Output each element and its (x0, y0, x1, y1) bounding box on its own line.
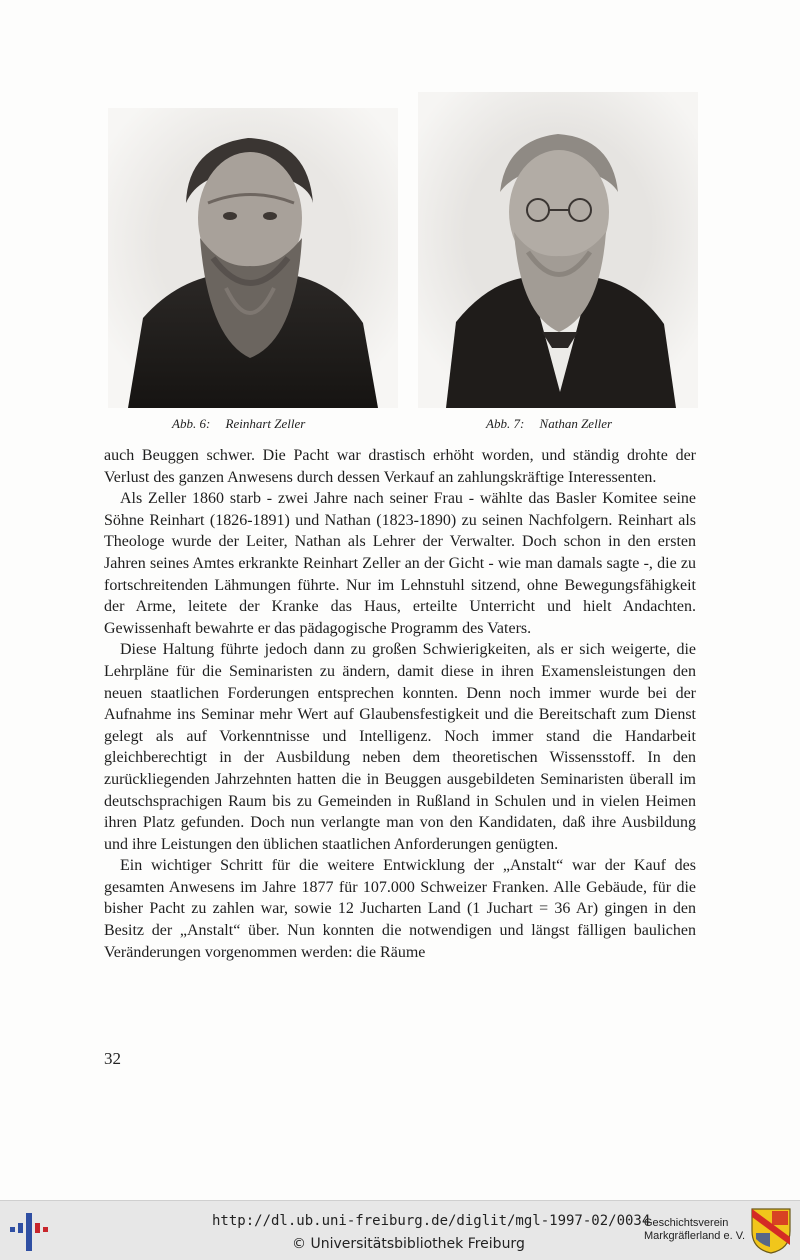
paragraph: Ein wichtiger Schritt für die weitere Entwicklung der „Anstalt“ war der Kauf des gesamten Anwesens im Jahre 1877 für 107.000 Schweizer Franken. Alle Gebäude, für die bisher Pacht zu zahlen war, sowie 12 Jucharten Land (1 Juchart = 36 Ar) gingen in den Besitz der „Anstalt“ über. Nun konnten die notwendigen und längst fälligen baulichen Veränderungen vorgenommen werden: die Räume (104, 857, 696, 961)
footer-bar (0, 1200, 800, 1260)
body-text (104, 445, 696, 963)
society-name-line: Geschichtsverein (644, 1217, 729, 1229)
figure-caption-6 (172, 416, 305, 432)
page-number: 32 (104, 1049, 121, 1068)
document-url-link[interactable]: http://dl.ub.uni-freiburg.de/diglit/mgl-1997-02/0034 (212, 1213, 651, 1229)
copyright-notice: © Universitätsbibliothek Freiburg (292, 1236, 525, 1252)
figure-caption-7 (486, 416, 612, 432)
ub-freiburg-logo-icon[interactable] (8, 1209, 50, 1253)
figure-caption-text: Reinhart Zeller (225, 416, 306, 431)
portrait-nathan-zeller (418, 92, 698, 408)
paragraph: Als Zeller 1860 starb - zwei Jahre nach seiner Frau - wählte das Basler Komitee seine Söhne Reinhart (1826-1891) und Nathan (1823-1890) zu seinen Nachfolgern. Reinhart als Theologe wurde der Leiter, Nathan als Lehrer der Verwalter. Doch schon in den ersten Jahren seines Amtes erkrankte Reinhart Zeller an der Gicht - wie man damals sagte -, die zu fortschreitenden Lähmungen führte. Nur im Lehnstuhl sitzend, ohne Bewegungsfähigkeit der Arme, leitete der Kranke das Haus, erteilte Unterricht und hielt Andachten. Gewissenhaft bewahrte er das pädagogische Programm des Vaters. (104, 490, 696, 637)
coat-of-arms-icon[interactable] (750, 1207, 792, 1255)
figure-number: Abb. 6: (172, 416, 211, 431)
paragraph: Diese Haltung führte jedoch dann zu großen Schwierigkeiten, als er sich weigerte, die Lehrpläne für die Seminaristen zu ändern, damit diese in ihren Examensleistungen den neuen staatlichen Forderungen entsprechen konnten. Denn noch immer wurde bei der Aufnahme ins Seminar mehr Wert auf Glaubensfestigkeit und die Bereitschaft zum Dienst gelegt als auf Vorkenntnisse und Intelligenz. Noch immer stand die Handarbeit gleichberechtigt in der Ausbildung neben dem theoretischen Wissensstoff. In den zurückliegenden Jahrzehnten hatten die in Beuggen ausgebildeten Seminaristen überall im deutschsprachigen Raum bis zu Gemeinden in Rußland in Schulen und in vielen Heimen ihren Platz gefunden. Doch nun verlangte man von den Kandidaten, daß ihre Ausbildung und ihre Leistungen den üblichen staatlichen Anforderungen genügten. (104, 641, 696, 853)
portrait-reinhart-zeller (108, 108, 398, 408)
figure-caption-text: Nathan Zeller (539, 416, 613, 431)
figure-number: Abb. 7: (486, 416, 525, 431)
society-name (644, 1217, 745, 1243)
paragraph: auch Beuggen schwer. Die Pacht war drastisch erhöht worden, und ständig drohte der Verlust des ganzen Anwesens durch dessen Verkauf an zahlungskräftige Interessenten. (104, 447, 696, 486)
society-name-line: Markgräflerland e. V. (644, 1230, 746, 1242)
